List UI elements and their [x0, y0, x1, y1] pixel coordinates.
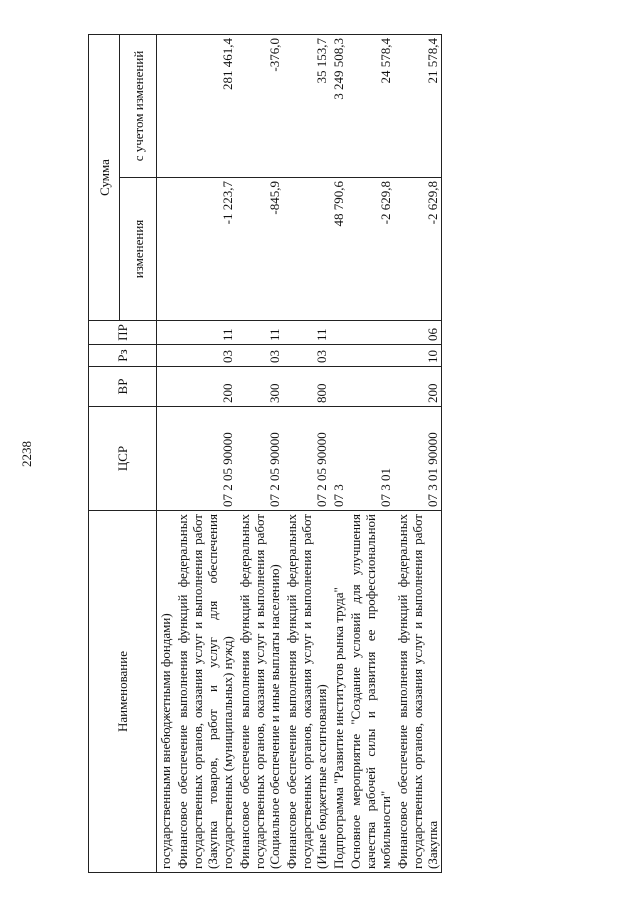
row-rz	[347, 345, 394, 367]
document-table-area	[88, 35, 630, 873]
table-row	[394, 35, 442, 873]
row-vr: 300	[236, 367, 283, 407]
row-vr	[330, 367, 347, 407]
row-rz	[157, 345, 175, 367]
row-csr	[157, 407, 175, 511]
row-change: 48 790,6	[330, 178, 347, 321]
row-change	[283, 178, 330, 321]
row-vr	[157, 367, 175, 407]
row-rz: 03	[174, 345, 236, 367]
row-name: Финансовое обеспечение выполнения функций федеральных государственных органов, оказания услуг и выполнения работ (Закупка	[394, 511, 442, 873]
row-vr: 800	[283, 367, 330, 407]
row-total: 24 578,4	[347, 35, 394, 178]
row-total: 3 249 508,3	[330, 35, 347, 178]
row-total: 21 578,4	[394, 35, 442, 178]
row-total	[157, 35, 175, 178]
page-number: 2238	[19, 441, 34, 467]
row-pr: 11	[283, 321, 330, 345]
header-vr: ВР	[89, 367, 157, 407]
row-name: Финансовое обеспечение выполнения функций федеральных государственных органов, оказания услуг и выполнения работ (Иные бюджетные ассигнования)	[283, 511, 330, 873]
row-rz: 03	[236, 345, 283, 367]
table-row	[236, 35, 283, 873]
row-vr: 200	[394, 367, 442, 407]
row-total: 35 153,7	[283, 35, 330, 178]
table-row	[330, 35, 347, 873]
row-csr: 07 3 01 90000	[394, 407, 442, 511]
row-rz: 03	[283, 345, 330, 367]
row-total: -376,0	[236, 35, 283, 178]
row-name: Финансовое обеспечение выполнения функций федеральных государственных органов, оказания услуг и выполнения работ (Закупка товаров, работ и услуг для обеспечения государственных (муниципальных) нужд)	[174, 511, 236, 873]
table-row	[174, 35, 236, 873]
row-name: Финансовое обеспечение выполнения функций федеральных государственных органов, оказания услуг и выполнения работ (Социальное обеспечение и иные выплаты населению)	[236, 511, 283, 873]
row-csr: 07 2 05 90000	[174, 407, 236, 511]
row-csr: 07 2 05 90000	[283, 407, 330, 511]
row-pr: 11	[236, 321, 283, 345]
header-name: Наименование	[89, 511, 157, 873]
row-change: -1 223,7	[174, 178, 236, 321]
row-change: -845,9	[236, 178, 283, 321]
header-with-changes: с учетом изменений	[120, 35, 157, 178]
row-pr	[330, 321, 347, 345]
table-row	[347, 35, 394, 873]
row-rz: 10	[394, 345, 442, 367]
table-row	[157, 35, 175, 873]
header-sum: Сумма	[89, 35, 120, 321]
budget-table	[88, 34, 442, 873]
row-change: -2 629,8	[347, 178, 394, 321]
row-total: 281 461,4	[174, 35, 236, 178]
row-change	[157, 178, 175, 321]
header-rz: Рз	[89, 345, 157, 367]
row-pr	[347, 321, 394, 345]
row-vr: 200	[174, 367, 236, 407]
header-change: изменения	[120, 178, 157, 321]
header-pr: ПР	[89, 321, 157, 345]
row-vr	[347, 367, 394, 407]
row-name: Основное мероприятие "Создание условий для улучшения качества рабочей силы и развития ее профессиональной мобильности"	[347, 511, 394, 873]
row-change: -2 629,8	[394, 178, 442, 321]
row-rz	[330, 345, 347, 367]
row-csr: 07 3	[330, 407, 347, 511]
row-pr: 11	[174, 321, 236, 345]
row-pr: 06	[394, 321, 442, 345]
row-name: Подпрограмма "Развитие институтов рынка труда"	[330, 511, 347, 873]
row-name: государственными внебюджетными фондами)	[157, 511, 175, 873]
table-row	[283, 35, 330, 873]
row-pr	[157, 321, 175, 345]
row-csr: 07 2 05 90000	[236, 407, 283, 511]
row-csr: 07 3 01	[347, 407, 394, 511]
header-csr: ЦСР	[89, 407, 157, 511]
